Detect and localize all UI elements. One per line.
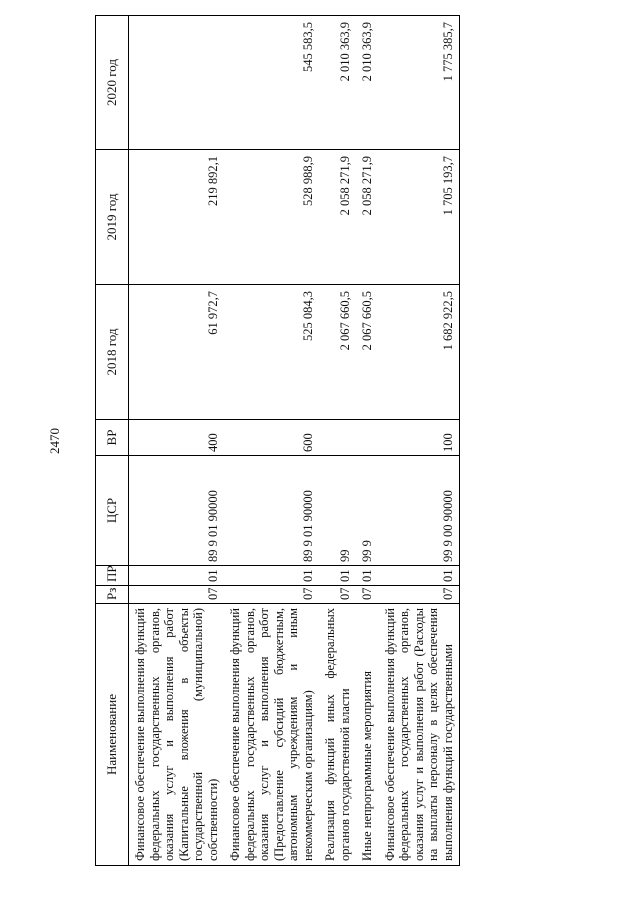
row-2019: 528 988,9 (224, 150, 319, 285)
row-2019: 2 058 271,9 (356, 150, 379, 285)
row-rz: 07 (224, 586, 319, 604)
row-2018: 61 972,7 (129, 285, 225, 420)
row-name: Финансовое обеспечение выполнения функций федеральных государственных органов, оказания услуг и выполнения работ (Расходы на выплаты персоналу в целях обеспечения выполнения функций государственными (379, 604, 460, 866)
row-2019: 1 705 193,7 (379, 150, 460, 285)
budget-table (95, 15, 460, 866)
row-2019: 219 892,1 (129, 150, 225, 285)
row-csr: 89 9 01 90000 (129, 456, 225, 566)
row-2020: 2 010 363,9 (356, 16, 379, 150)
row-2020 (129, 16, 225, 150)
table-row (379, 16, 460, 866)
page-number: 2470 (47, 428, 62, 454)
row-pr: 01 (356, 566, 379, 586)
row-2018: 2 067 660,5 (356, 285, 379, 420)
header-2020: 2020 год (96, 16, 129, 150)
row-rz: 07 (129, 586, 225, 604)
header-row (96, 16, 129, 866)
row-csr: 99 9 00 90000 (379, 456, 460, 566)
header-rz: Рз (96, 586, 129, 604)
row-csr: 99 (319, 456, 356, 566)
header-2018: 2018 год (96, 285, 129, 420)
row-2020: 545 583,5 (224, 16, 319, 150)
header-pr: ПР (96, 566, 129, 586)
rotated-page (47, 16, 585, 866)
row-csr: 89 9 01 90000 (224, 456, 319, 566)
row-name: Иные непрограммные мероприятия (356, 604, 379, 866)
row-2018: 2 067 660,5 (319, 285, 356, 420)
row-pr: 01 (379, 566, 460, 586)
row-vr (356, 420, 379, 456)
row-csr: 99 9 (356, 456, 379, 566)
row-vr (319, 420, 356, 456)
header-csr: ЦСР (96, 456, 129, 566)
row-2020: 2 010 363,9 (319, 16, 356, 150)
row-2018: 525 084,3 (224, 285, 319, 420)
table-row (129, 16, 225, 866)
table-row (356, 16, 379, 866)
row-rz: 07 (319, 586, 356, 604)
row-vr: 400 (129, 420, 225, 456)
row-2020: 1 775 385,7 (379, 16, 460, 150)
row-rz: 07 (356, 586, 379, 604)
table-row (319, 16, 356, 866)
row-pr: 01 (129, 566, 225, 586)
row-pr: 01 (224, 566, 319, 586)
row-rz: 07 (379, 586, 460, 604)
row-name: Реализация функций иных федеральных органов государственной власти (319, 604, 356, 866)
row-2018: 1 682 922,5 (379, 285, 460, 420)
header-name: Наименование (96, 604, 129, 866)
row-vr: 600 (224, 420, 319, 456)
table-row (224, 16, 319, 866)
row-2019: 2 058 271,9 (319, 150, 356, 285)
row-name: Финансовое обеспечение выполнения функций федеральных государственных органов, оказания услуг и выполнения работ (Предоставление субсидий бюджетным, автономным учреждениям и иным некоммерческим организациям) (224, 604, 319, 866)
row-pr: 01 (319, 566, 356, 586)
header-vr: ВР (96, 420, 129, 456)
row-vr: 100 (379, 420, 460, 456)
row-name: Финансовое обеспечение выполнения функций федеральных государственных органов, оказания услуг и выполнения работ (Капитальные вложения в объекты государственной (муниципальной) собственности) (129, 604, 225, 866)
header-2019: 2019 год (96, 150, 129, 285)
